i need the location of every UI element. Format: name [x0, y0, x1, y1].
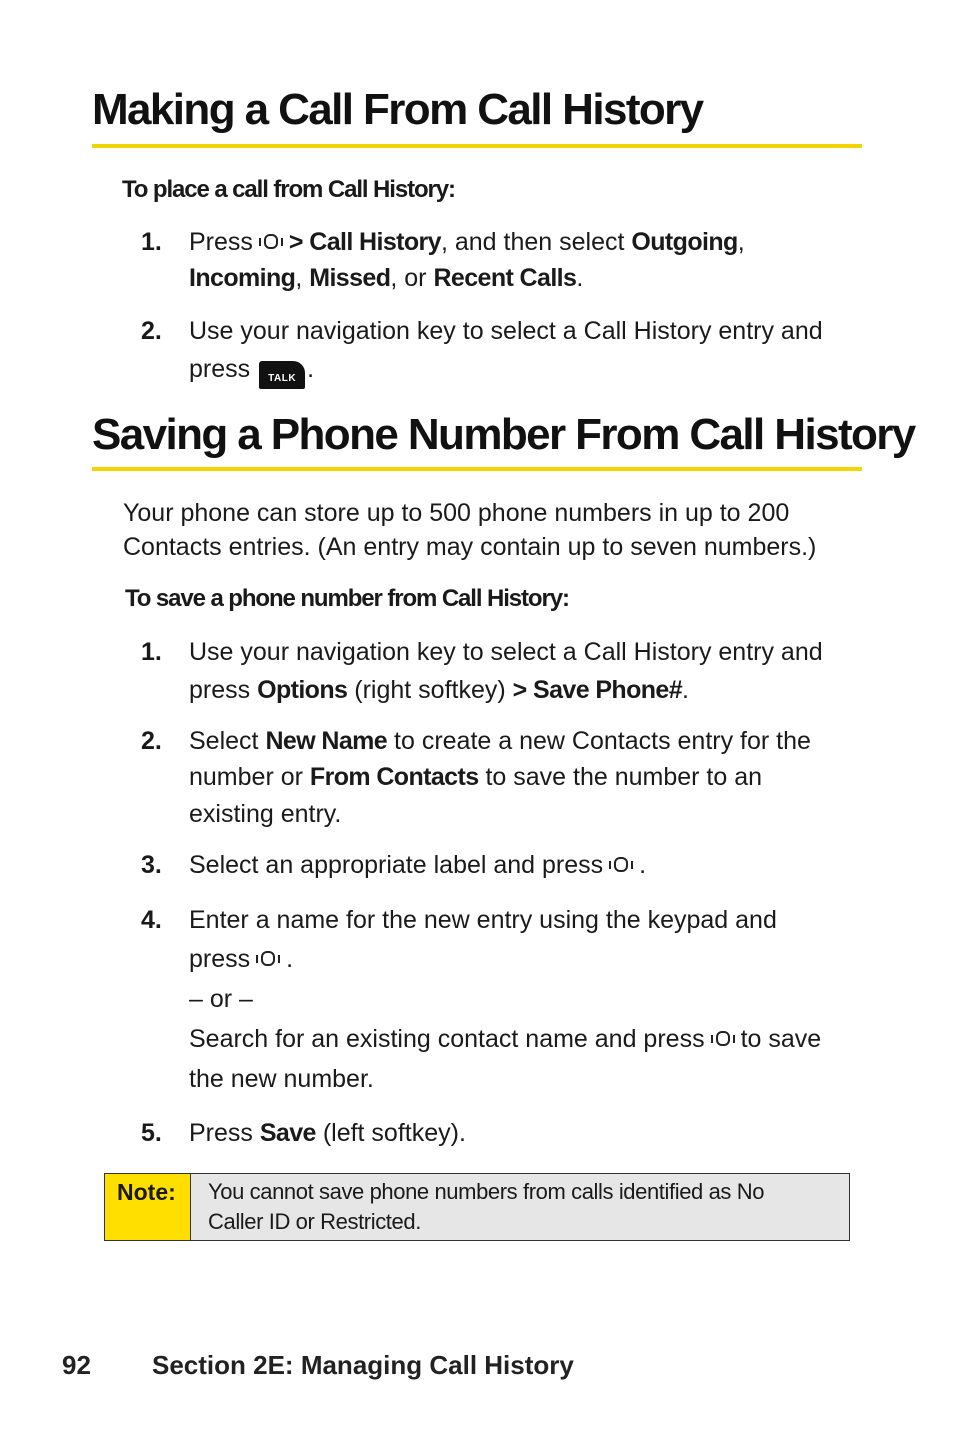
intro-paragraph: Contacts entries. (An entry may contain up to seven numbers.) — [123, 533, 817, 561]
step-text: Press Save (left softkey). — [189, 1119, 466, 1147]
menu-ok-key-icon — [256, 230, 286, 254]
step-text: Search for an existing contact name and press to save — [189, 1025, 822, 1053]
intro-paragraph: Your phone can store up to 500 phone numbers in up to 200 — [123, 499, 790, 527]
menu-ok-key-icon — [708, 1027, 738, 1051]
step-number: 4. — [141, 906, 162, 934]
step-number: 2. — [141, 317, 162, 345]
note-line: You cannot save phone numbers from calls identified as No — [208, 1179, 765, 1204]
or-separator: – or – — [189, 985, 253, 1013]
menu-ok-key-icon — [253, 947, 283, 971]
step-number: 5. — [141, 1119, 162, 1147]
note-text — [191, 1174, 849, 1240]
step-text: the new number. — [189, 1065, 374, 1093]
step-text: press . — [189, 945, 294, 973]
title-underline — [92, 144, 862, 148]
step-number: 1. — [141, 228, 162, 256]
step-text: Select New Name to create a new Contacts entry for the — [189, 727, 811, 755]
menu-ok-key-icon — [606, 853, 636, 877]
title-underline — [92, 467, 862, 471]
note-label: Note: — [105, 1174, 191, 1240]
subheading-save-number: To save a phone number from Call History: — [125, 585, 569, 612]
step-text: Use your navigation key to select a Call History entry and — [189, 317, 823, 345]
section-title-saving-number: Saving a Phone Number From Call History — [92, 410, 915, 459]
step-text: press TALK . — [189, 354, 314, 389]
note-line: Caller ID or Restricted. — [208, 1208, 421, 1234]
footer-section-title: Section 2E: Managing Call History — [152, 1350, 574, 1380]
note-box — [104, 1173, 850, 1241]
step-number: 2. — [141, 727, 162, 755]
step-text: number or From Contacts to save the number to an — [189, 763, 763, 791]
subheading-place-call: To place a call from Call History: — [122, 176, 455, 203]
step-text: Select an appropriate label and press . — [189, 851, 647, 879]
step-number: 3. — [141, 851, 162, 879]
talk-key-icon: TALK — [259, 361, 305, 389]
section-title-making-call: Making a Call From Call History — [92, 85, 703, 134]
step-text: Use your navigation key to select a Call History entry and — [189, 638, 823, 666]
step-number: 1. — [141, 638, 162, 666]
step-text: Press > Call History, and then select Outgoing, — [189, 228, 745, 256]
page-number: 92 — [62, 1350, 91, 1380]
step-text: Incoming, Missed, or Recent Calls. — [189, 264, 584, 292]
step-text: existing entry. — [189, 800, 342, 828]
step-text: Enter a name for the new entry using the keypad and — [189, 906, 777, 934]
step-text: press Options (right softkey) > Save Phone#. — [189, 676, 689, 704]
